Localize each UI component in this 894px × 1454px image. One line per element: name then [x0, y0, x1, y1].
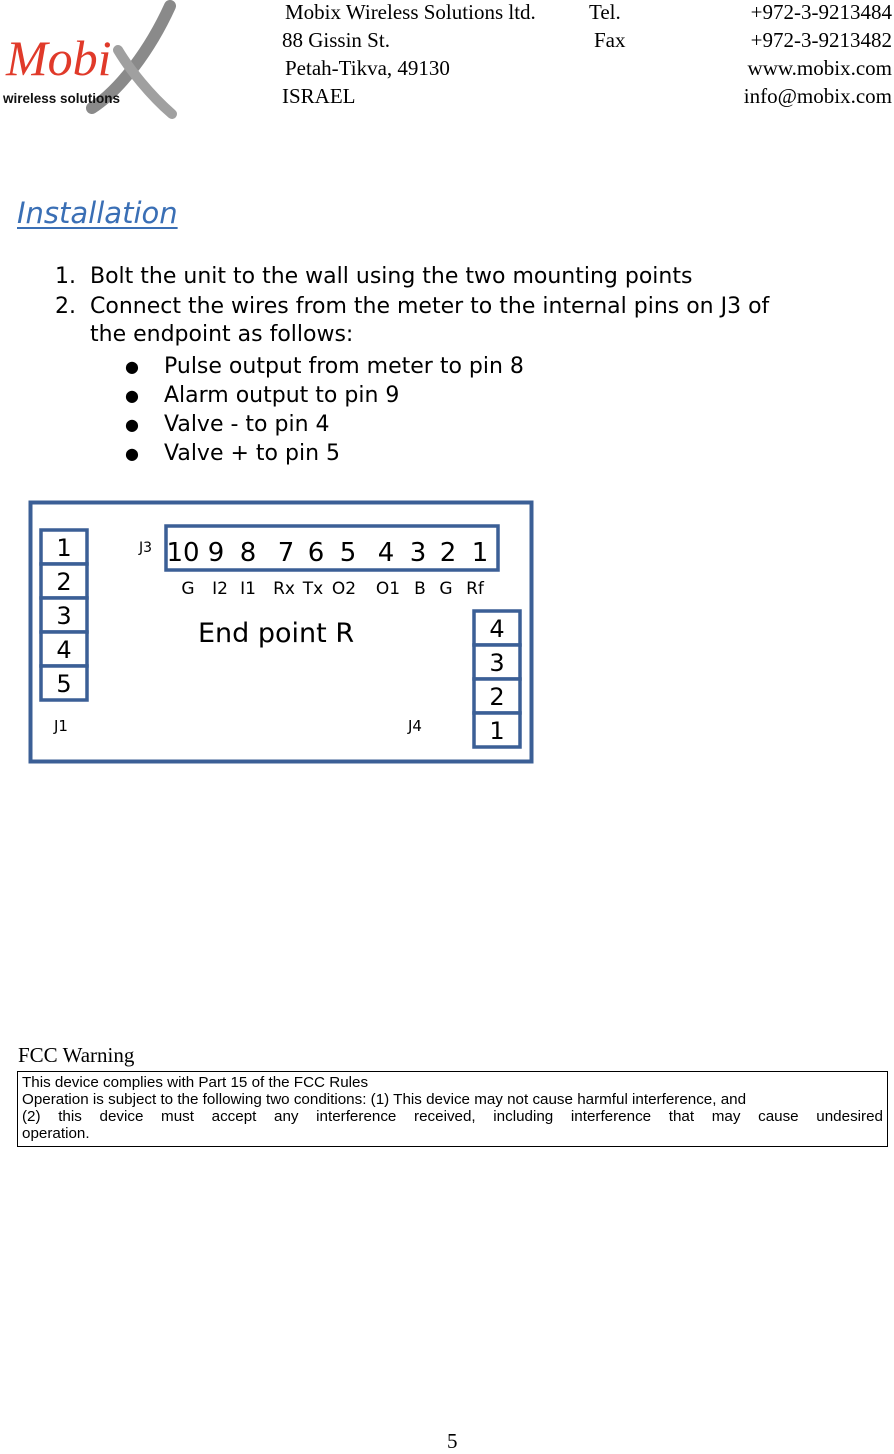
- mobix-logo: [0, 0, 182, 126]
- j3-pin-number: 1: [471, 538, 489, 568]
- j4-pin-number: 3: [489, 649, 505, 677]
- j1-pin-number: 4: [56, 636, 72, 664]
- fcc-title: FCC Warning: [18, 1043, 135, 1067]
- j1-pin-number: 5: [56, 670, 72, 698]
- j3-signal-label: I2: [212, 579, 228, 599]
- logo-tagline: wireless solutions: [3, 91, 121, 106]
- fcc-line: Operation is subject to the following two conditions: (1) This device may not cause harmful interference, and: [22, 1091, 747, 1108]
- step-number: 1.: [55, 264, 76, 289]
- j4-pin-number: 1: [489, 717, 505, 745]
- j3-signal-label: O2: [331, 579, 357, 599]
- fcc-warning-box: [17, 1071, 888, 1147]
- website-link[interactable]: www.mobix.com: [747, 56, 892, 80]
- j1-pin-number: 1: [56, 534, 72, 562]
- j3-signal-label: G: [181, 579, 195, 599]
- endpoint-diagram: [28, 500, 534, 764]
- j3-signal-label: O1: [375, 579, 401, 599]
- j4-pin-number: 4: [489, 615, 505, 643]
- fcc-line: operation.: [22, 1125, 90, 1142]
- j3-pin-number: 9: [207, 538, 225, 568]
- j3-pin-number: 8: [239, 538, 257, 568]
- j3-pin-number: 6: [307, 538, 325, 568]
- j3-pin-number: 5: [339, 538, 357, 568]
- page-number: 5: [447, 1429, 458, 1453]
- j3-signal-label: Rf: [466, 579, 484, 599]
- fax-value: +972-3-9213482: [750, 28, 892, 52]
- j3-pin-number: 3: [409, 538, 427, 568]
- j3-pin-number: 4: [377, 538, 395, 568]
- j3-pin-number: 7: [277, 538, 295, 568]
- logo-brand: Mobi: [6, 30, 112, 86]
- j1-pin-number: 3: [56, 602, 72, 630]
- step-text: Bolt the unit to the wall using the two mounting points: [90, 264, 693, 289]
- tel-label: Tel.: [589, 0, 621, 24]
- j1-label: J1: [54, 717, 68, 735]
- j4-label: J4: [408, 717, 422, 735]
- j3-pin-number: 10: [166, 538, 200, 568]
- fcc-line: This device complies with Part 15 of the FCC Rules: [22, 1074, 369, 1091]
- step-text: Connect the wires from the meter to the internal pins on J3 of: [90, 294, 770, 319]
- j4-pin-number: 2: [489, 683, 505, 711]
- bullet-icon: ●: [125, 444, 139, 463]
- section-title: Installation: [17, 196, 178, 230]
- bullet-icon: ●: [125, 357, 139, 376]
- step-number: 2.: [55, 294, 76, 319]
- j3-signal-label: G: [439, 579, 453, 599]
- email-link[interactable]: info@mobix.com: [743, 84, 892, 108]
- fax-label: Fax: [594, 28, 626, 52]
- j3-signal-label: Rx: [273, 579, 295, 599]
- fcc-line: (2) this device must accept any interference received, including interference that may cause undesired: [22, 1108, 883, 1125]
- bullet-icon: ●: [125, 415, 139, 434]
- street-address: 88 Gissin St.: [282, 28, 390, 52]
- bullet-icon: ●: [125, 386, 139, 405]
- j3-signal-label: B: [414, 579, 426, 599]
- j3-signal-label: Tx: [302, 579, 324, 599]
- city-address: Petah-Tikva, 49130: [285, 56, 450, 80]
- tel-value: +972-3-9213484: [750, 0, 892, 24]
- diagram-title: End point R: [198, 618, 355, 649]
- country: ISRAEL: [282, 84, 356, 108]
- j1-pin-number: 2: [56, 568, 72, 596]
- j3-label: J3: [139, 540, 153, 556]
- company-name: Mobix Wireless Solutions ltd.: [285, 0, 536, 24]
- j3-pin-number: 2: [439, 538, 457, 568]
- j3-connector: [166, 526, 498, 599]
- j4-connector: [474, 611, 520, 747]
- j1-connector: [41, 530, 87, 700]
- j3-signal-label: I1: [240, 579, 256, 599]
